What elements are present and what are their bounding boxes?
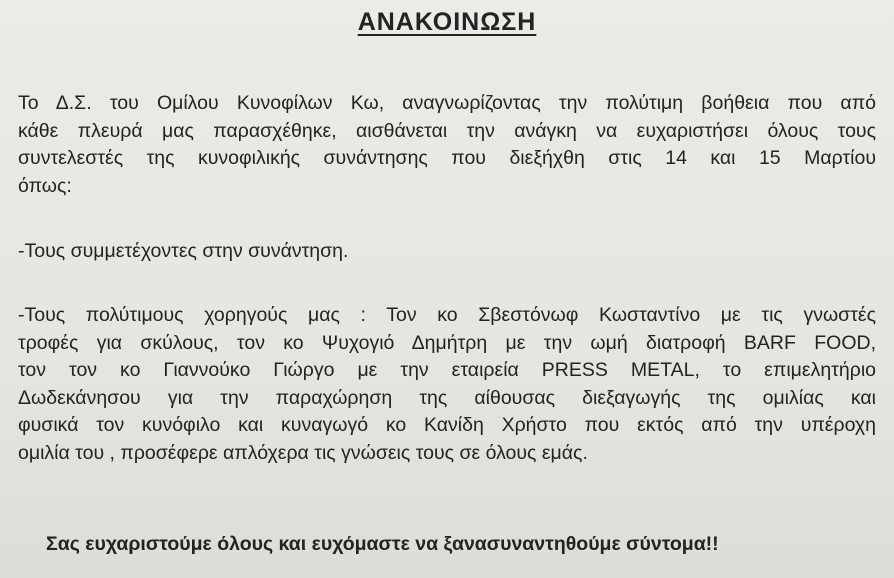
- sponsors-line: -Τους πολύτιμους χορηγούς μας : Τον κο Σβεστόνωφ Κωσταντίνο με τις γνωστές: [18, 304, 876, 326]
- sponsors-line: φυσικά τον κυνόφιλο και κυναγωγό κο Κανίδη Χρήστο που εκτός από την υπέροχη: [18, 414, 876, 436]
- intro-paragraph: [18, 90, 876, 200]
- intro-line: Το Δ.Σ. του Ομίλου Κυνοφίλων Κω, αναγνωρίζοντας την πολύτιμη βοήθεια που από: [18, 92, 876, 114]
- participants-line: -Τους συμμετέχοντες στην συνάντηση.: [18, 240, 349, 262]
- sponsors-line: τροφές για σκύλους, τον κο Ψυχογιό Δημήτρη με την ωμή διατροφή BARF FOOD,: [18, 331, 876, 354]
- intro-line: κάθε πλευρά μας παρασχέθηκε, αισθάνεται την ανάγκη να ευχαριστήσει όλους τους: [18, 119, 876, 142]
- sponsors-line: ομιλία του , προσέφερε απλόχερα τις γνώσεις τους σε όλους εμάς.: [18, 441, 588, 464]
- intro-line: συντελεστές της κυνοφιλικής συνάντησης που διεξήχθη στις 14 και 15 Μαρτίου: [18, 147, 876, 169]
- sponsors-line: τον τον κο Γιαννούκο Γιώργο με την εταιρεία PRESS METAL, το επιμελητήριο: [18, 359, 876, 381]
- announcement-title: [0, 8, 894, 37]
- sponsors-paragraph: [18, 302, 876, 467]
- closing-thanks: Σας ευχαριστούμε όλους και ευχόμαστε να ξανασυναντηθούμε σύντομα!!: [46, 533, 719, 555]
- intro-line: όπως:: [18, 174, 72, 197]
- title-text: ΑΝΑΚΟΙΝΩΣΗ: [357, 8, 537, 36]
- sponsors-line: Δωδεκάνησου για την παραχώρηση της αίθουσας διεξαγωγής της ομιλίας και: [18, 386, 876, 409]
- participants-paragraph: [18, 238, 876, 266]
